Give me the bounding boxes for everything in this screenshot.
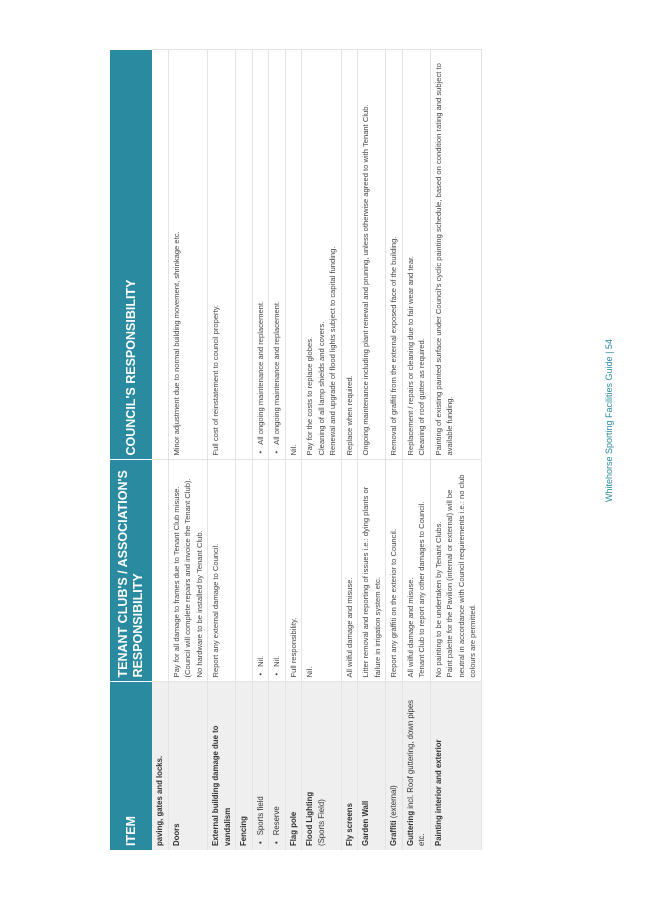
tenant-cell: [269, 460, 286, 682]
council-cell: [168, 50, 208, 460]
tenant-cell: [358, 460, 386, 682]
header-tenant: TENANT CLUB'S / ASSOCIATION'S RESPONSIBILITY: [110, 460, 152, 682]
responsibility-table: [110, 50, 482, 851]
council-cell: [430, 50, 481, 460]
footer-text: Whitehorse Sporting Facilities Guide | 54: [604, 339, 614, 502]
council-cell: [302, 50, 342, 460]
tenant-cell: [402, 460, 430, 682]
item-label: Garden Wall: [361, 800, 370, 846]
tenant-cell: [168, 460, 208, 682]
item-cell: [358, 682, 386, 850]
item-cell: [252, 682, 269, 850]
item-label: Graffiti: [389, 820, 398, 846]
tenant-cell: [341, 460, 358, 682]
table-row: [358, 50, 386, 850]
council-text: Removal of graffiti from the external exposed face of the building.: [389, 236, 398, 456]
tenant-cell: [252, 460, 269, 682]
council-text: • All ongoing maintenance and replacement.: [271, 55, 283, 456]
table-row: [236, 50, 253, 850]
tenant-text: Pay for all damage to frames due to Tenant Club misuse. (Council will complete repairs and invoice the Tenant Club). No hardware to be installed by Tenant Club.: [171, 478, 204, 678]
council-text: Painting of existing painted surface under Council's cyclic painting schedule, based on condition rating and subject to available funding.: [433, 63, 454, 456]
item-cell: [152, 682, 168, 850]
council-text: Full cost of reinstatement to council property.: [211, 304, 220, 456]
tenant-cell: [386, 460, 403, 682]
council-text: Pay for the costs to replace globes. Cleaning of all lamp shields and covers. Renewal and upgrade of flood lights subject to capital funding.: [305, 246, 337, 456]
table-row: [152, 50, 168, 850]
item-label: Fencing: [239, 816, 248, 846]
item-cell: [168, 682, 208, 850]
council-cell: [386, 50, 403, 460]
item-label: Flag pole: [288, 811, 298, 846]
council-cell: [285, 50, 302, 460]
council-cell: [208, 50, 236, 460]
table-row: [208, 50, 236, 850]
item-label-tail: (external): [389, 785, 398, 819]
item-cell: [341, 682, 358, 850]
responsibility-table-container: [110, 50, 575, 850]
tenant-text: All wilful damage and misuse. Tenant Club to report any other damages to Council.: [405, 501, 426, 678]
item-label: Fly screens: [344, 803, 354, 846]
item-label: • Reserve: [272, 806, 281, 846]
table-row: [269, 50, 286, 850]
tenant-text: Report any external damage to Council.: [211, 543, 220, 678]
item-label: paving, gates and locks.: [155, 755, 164, 846]
tenant-text: • Nil.: [271, 465, 283, 678]
tenant-cell: [208, 460, 236, 682]
table-row: [386, 50, 403, 850]
item-label: Flood Lighting: [305, 791, 314, 846]
tenant-cell: [430, 460, 481, 682]
council-cell: [341, 50, 358, 460]
council-cell: [236, 50, 253, 460]
item-sublabel: (Sports Field): [316, 799, 326, 846]
item-cell: [402, 682, 430, 850]
council-cell: [252, 50, 269, 460]
item-label: • Sports field: [256, 796, 265, 846]
tenant-text: All wilful damage and misuse.: [344, 577, 354, 678]
council-cell: [269, 50, 286, 460]
tenant-text: Nil.: [305, 666, 314, 678]
tenant-text: No painting to be undertaken by Tenant Clubs. Paint palette for the Pavilion (internal or external) will be neutral in accordance with Council requirements i.e.: no club colours are permitted.: [433, 474, 477, 678]
council-text: Ongoing maintenance including plant renewal and pruning, unless otherwise agreed to with Tenant Club.: [361, 104, 370, 456]
item-label: External building damage due to vandalism: [211, 725, 232, 846]
header-council: COUNCIL'S RESPONSIBILITY: [110, 50, 152, 460]
table-row: [168, 50, 208, 850]
item-label: Doors: [171, 823, 181, 846]
tenant-cell: [285, 460, 302, 682]
item-label: Painting interior and exterior: [433, 739, 443, 846]
table-row: [252, 50, 269, 850]
tenant-text: Report any graffiti on the exterior to Council.: [389, 529, 398, 678]
tenant-cell: [236, 460, 253, 682]
item-cell: [430, 682, 481, 850]
item-cell: [386, 682, 403, 850]
council-cell: [152, 50, 168, 460]
item-cell: [302, 682, 342, 850]
table-body: [152, 50, 481, 850]
tenant-text: Full responsibility.: [288, 617, 298, 678]
council-cell: [358, 50, 386, 460]
header-item: ITEM: [110, 682, 152, 850]
council-text: • All ongoing maintenance and replacement.: [255, 55, 267, 456]
council-text: Minor adjustment due to normal building movement, shrinkage etc.: [171, 231, 181, 456]
tenant-cell: [302, 460, 342, 682]
council-text: Replace when required.: [344, 375, 354, 456]
tenant-cell: [152, 460, 168, 682]
tenant-text: Litter removal and reporting of issues i.e.: dying plants or failure in irrigation system etc.: [361, 486, 382, 678]
table-row: [430, 50, 481, 850]
item-label: Guttering: [405, 810, 415, 846]
council-text: Replacement / repairs or cleaning due to fair wear and tear. Cleaning of roof gutter as required.: [405, 255, 426, 456]
item-cell: [269, 682, 286, 850]
council-cell: [402, 50, 430, 460]
item-cell: [208, 682, 236, 850]
table-row: [341, 50, 358, 850]
tenant-text: • Nil.: [255, 465, 267, 678]
table-row: [402, 50, 430, 850]
table-row: [302, 50, 342, 850]
item-cell: [285, 682, 302, 850]
footer: [604, 262, 624, 502]
item-label-tail: incl. Roof guttering, down pipes etc.: [405, 699, 426, 846]
item-cell: [236, 682, 253, 850]
council-text: Nil.: [288, 444, 298, 456]
table-row: [285, 50, 302, 850]
table-header-row: [110, 50, 152, 850]
